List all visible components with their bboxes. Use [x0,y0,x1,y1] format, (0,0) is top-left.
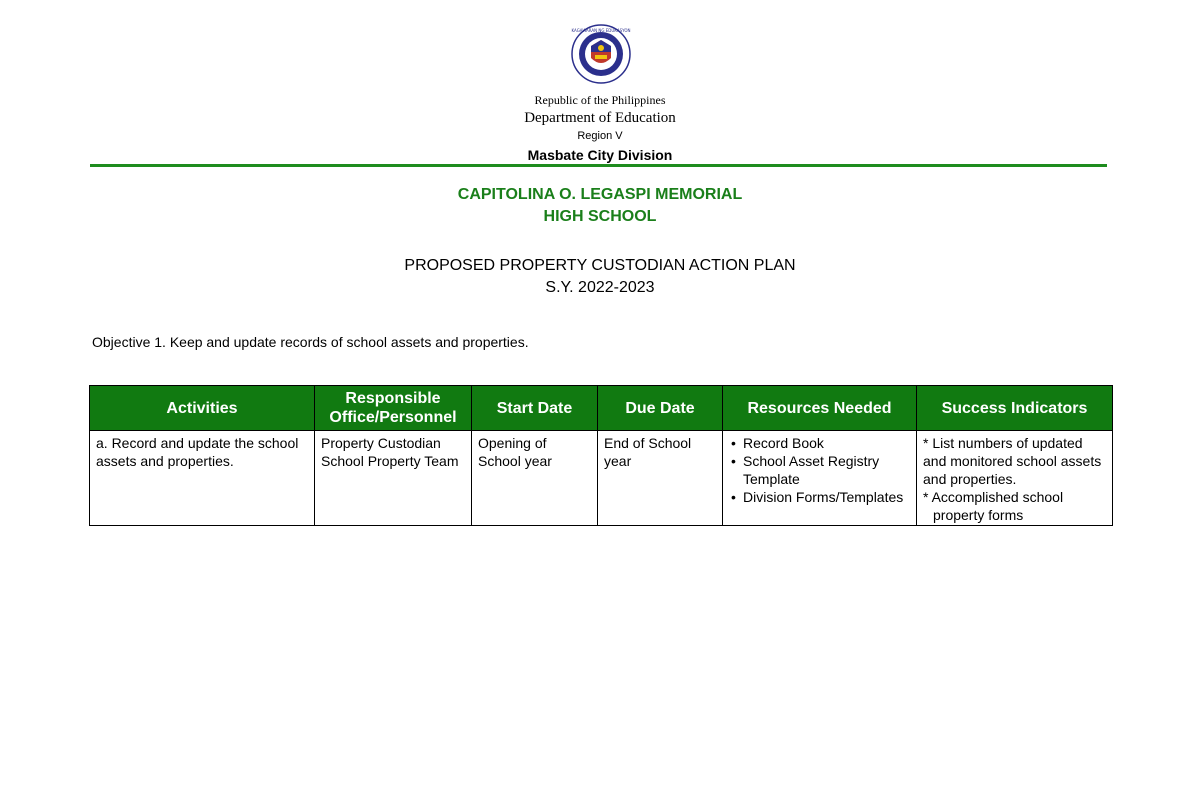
cell-start: Opening of School year [472,431,598,526]
table-row [90,431,1113,526]
table-header-row [90,386,1113,431]
header-success: Success Indicators [917,386,1113,431]
action-plan-table [89,385,1113,526]
cell-activity: a. Record and update the school assets and properties. [90,431,315,526]
department-line: Department of Education [524,110,676,126]
header-resources: Resources Needed [723,386,917,431]
header-responsible-line2: Office/Personnel [329,409,457,426]
success-item-2-cont: property forms [933,507,1024,523]
list-item: • School Asset Registry Template [729,452,910,488]
plan-title: PROPOSED PROPERTY CUSTODIAN ACTION PLAN [404,257,796,274]
cell-due: End of School year [598,431,723,526]
school-name-line1: CAPITOLINA O. LEGASPI MEMORIAL [457,186,743,203]
resources-list [729,434,910,506]
header-responsible [315,386,472,431]
header-activities: Activities [90,386,315,431]
plan-title-block [0,255,1200,299]
success-item-2: * Accomplished school [923,489,1064,505]
republic-line: Republic of the Philippines [534,93,666,107]
header-start-date: Start Date [472,386,598,431]
school-name [0,184,1200,228]
list-item: • Division Forms/Templates [729,488,910,506]
division-line: Masbate City Division [527,147,673,163]
success-item-1: * List numbers of updated and monitored school assets and properties. [923,435,1102,487]
header-responsible-line1: Responsible [345,390,441,407]
cell-resources [723,431,917,526]
header-due-date: Due Date [598,386,723,431]
green-divider [90,164,1107,167]
objective-text: Objective 1. Keep and update records of school assets and properties. [92,334,529,350]
cell-responsible: Property Custodian School Property Team [315,431,472,526]
deped-seal [571,24,631,84]
region-line: Region V [577,130,623,142]
school-name-line2: HIGH SCHOOL [543,208,657,225]
list-item: • Record Book [729,434,910,452]
seal-lettering: KAGAWARAN NG EDUKASYON [571,28,631,33]
plan-year: S.Y. 2022-2023 [545,279,655,296]
cell-success [917,431,1113,526]
